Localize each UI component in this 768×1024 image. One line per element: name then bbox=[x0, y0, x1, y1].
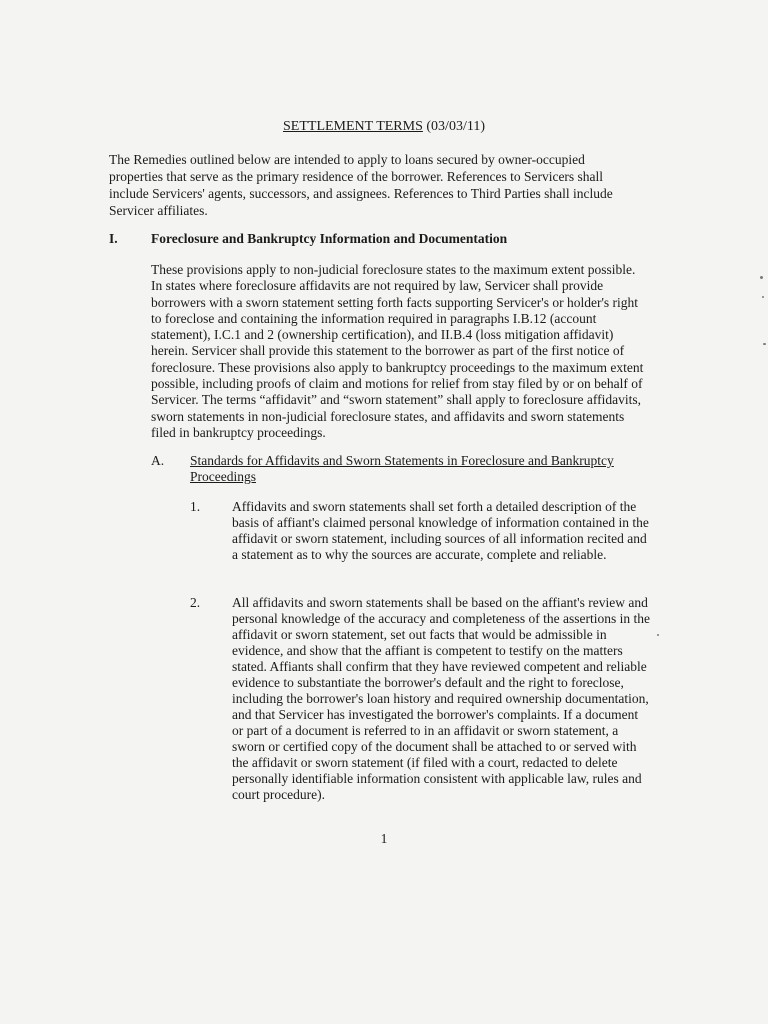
scan-speck bbox=[760, 276, 763, 279]
section-heading: Foreclosure and Bankruptcy Information and Documentation bbox=[151, 231, 508, 246]
item-text: All affidavits and sworn statements shall be based on the affiant's review and personal knowledge of the accuracy and completeness of the assertions in the affidavit or sworn statement, set out facts that would be admissible in evidence, and show that the affiant is competent to testify on the matters stated. Affiants shall confirm that they have reviewed competent and reliable evidence to substantiate the borrower's default and the right to foreclose, including the borrower's loan history and required ownership documentation, and that Servicer has investigated the borrower's complaints. If a document or part of a document is referred to in an affidavit or sworn statement, a sworn or certified copy of the document shall be attached to or served with the affidavit or sworn statement (if filed with a court, redacted to delete personally identifiable information consistent with applicable law, rules and court procedure). bbox=[232, 595, 650, 802]
scan-speck bbox=[657, 634, 659, 636]
item-text: Affidavits and sworn statements shall set forth a detailed description of the basis of affiant's claimed personal knowledge of information contained in the affidavit or sworn statement, including sources of all information recited and a statement as to why the sources are accurate, complete and reliable. bbox=[232, 499, 649, 562]
section-body: These provisions apply to non-judicial foreclosure states to the maximum extent possible. In states where foreclosure affidavits are not required by law, Servicer shall provide borrowers with a sworn statement setting forth facts supporting Servicer's or holder's right to foreclose and containing the information required in paragraphs I.B.12 (account statement), I.C.1 and 2 (ownership certification), and II.B.4 (loss mitigation affidavit) herein. Servicer shall provide this statement to the borrower as part of the first notice of foreclosure. These provisions also apply to bankruptcy proceedings to the maximum extent possible, including proofs of claim and motions for relief from stay filed by or on behalf of Servicer. The terms “affidavit” and “sworn statement” shall apply to foreclosure affidavits, sworn statements in non-judicial foreclosure states, and affidavits and sworn statements filed in bankruptcy proceedings. bbox=[151, 262, 644, 440]
section-number: I. bbox=[109, 231, 118, 246]
subsection-letter: A. bbox=[151, 453, 165, 468]
item-number: 2. bbox=[190, 595, 201, 610]
document-title bbox=[0, 118, 768, 136]
subsection-heading: Standards for Affidavits and Sworn Statements in Foreclosure and Bankruptcy Proceedings bbox=[190, 453, 614, 484]
scan-speck bbox=[763, 343, 766, 345]
title-text: SETTLEMENT TERMS bbox=[283, 119, 423, 134]
scan-speck bbox=[762, 296, 764, 298]
page-number: 1 bbox=[380, 831, 388, 846]
title-date: (03/03/11) bbox=[422, 119, 485, 134]
intro-paragraph: The Remedies outlined below are intended to apply to loans secured by owner-occupied properties that serve as the primary residence of the borrower. References to Servicers shall include Servicers' agents, successors, and assignees. References to Third Parties shall include Servicer affiliates. bbox=[109, 152, 613, 218]
item-number: 1. bbox=[190, 499, 201, 514]
